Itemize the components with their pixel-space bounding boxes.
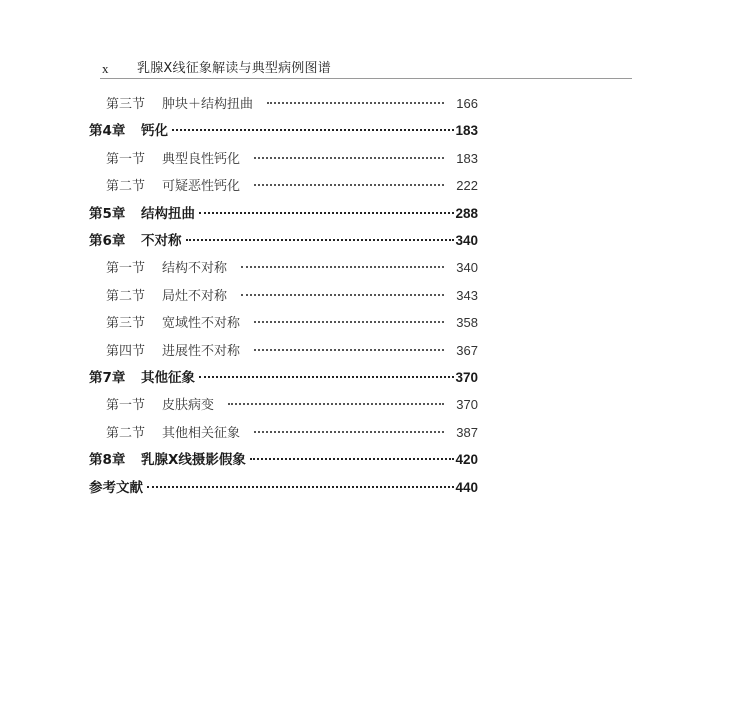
toc-entry-title: 宽域性不对称 [162,316,241,332]
toc-entry-title: 其他相关征象 [162,425,241,441]
toc-section-entry[interactable] [106,313,478,333]
toc-chapter-entry[interactable] [89,204,478,224]
toc-chapter-entry[interactable] [89,121,478,141]
toc-entry-title: 进展性不对称 [162,343,241,359]
toc-entry-title: 结构扭曲 [141,205,195,222]
toc-chapter-entry[interactable] [89,450,478,470]
dot-leader [241,294,444,296]
toc-entry-number: 第8章 [89,452,126,469]
toc-section-entry[interactable] [106,395,478,415]
toc-entry-page: 367 [456,342,478,358]
toc-entry-number: 第二节 [106,425,146,441]
toc-section-entry[interactable] [106,286,478,306]
toc-entry-title: 肿块＋结构扭曲 [162,97,254,112]
dot-leader [250,458,455,460]
dot-leader [172,129,454,131]
toc-entry-page: 222 [456,178,478,194]
toc-section-entry[interactable] [106,341,478,361]
toc-entry-number: 第5章 [89,205,126,222]
toc-entry-page: 343 [456,287,478,303]
toc-entry-title: 不对称 [141,233,182,249]
toc-entry-title: 结构不对称 [162,261,228,277]
toc-entry-number: 第4章 [89,123,126,140]
toc-entry-number: 第一节 [106,151,146,167]
dot-leader [186,239,455,241]
toc-chapter-entry[interactable] [89,231,478,251]
header-page-number: x [102,61,109,76]
toc-entry-title: 参考文献 [89,479,143,496]
toc-entry-page: 183 [456,150,478,166]
dot-leader [199,212,454,214]
toc-entry-title: 钙化 [141,123,168,140]
toc-section-entry[interactable] [106,149,478,169]
toc-entry-page: 288 [455,205,478,221]
toc-entry-page: 340 [455,233,478,248]
dot-leader [254,157,444,159]
toc-entry-title: 可疑恶性钙化 [162,179,241,195]
toc-entry-page: 183 [455,123,478,139]
toc-entry-page: 166 [456,96,478,111]
toc-entry-number: 第二节 [106,179,146,195]
header-book-title: 乳腺X线征象解读与典型病例图谱 [137,61,331,76]
dot-leader [254,349,444,351]
dot-leader [228,403,444,405]
toc-entry-number: 第三节 [106,97,146,112]
toc-entry-page: 440 [455,479,478,495]
toc-chapter-entry[interactable] [89,368,478,388]
dot-leader [254,184,444,186]
toc-entry-number: 第二节 [106,288,146,304]
dot-leader [254,431,444,433]
toc-section-entry[interactable] [106,176,478,196]
dot-leader [267,102,444,104]
toc-entry-page: 370 [456,397,478,413]
toc-entry-number: 第7章 [89,370,126,386]
toc-entry-number: 第一节 [106,398,146,414]
toc-entry-page: 387 [456,424,478,440]
toc-entry-page: 358 [456,315,478,331]
toc-entry-title: 其他征象 [141,370,195,386]
toc-entry-title: 皮肤病变 [162,398,215,414]
dot-leader [241,266,444,268]
toc-entry-number: 第四节 [106,343,146,359]
toc-section-entry[interactable] [106,258,478,278]
toc-chapter-entry[interactable] [89,478,478,498]
toc-section-entry[interactable] [106,94,478,114]
toc-entry-title: 局灶不对称 [162,288,228,304]
dot-leader [147,486,454,488]
toc-entry-page: 420 [455,452,478,468]
toc-entry-number: 第6章 [89,233,126,249]
toc-entry-title: 乳腺X线摄影假象 [141,452,246,469]
toc-entry-number: 第三节 [106,316,146,332]
dot-leader [254,321,444,323]
toc-entry-page: 340 [456,260,478,276]
dot-leader [199,376,454,378]
toc-entry-number: 第一节 [106,261,146,277]
toc-entry-title: 典型良性钙化 [162,151,241,167]
toc-entry-page: 370 [455,370,478,385]
toc-section-entry[interactable] [106,423,478,443]
